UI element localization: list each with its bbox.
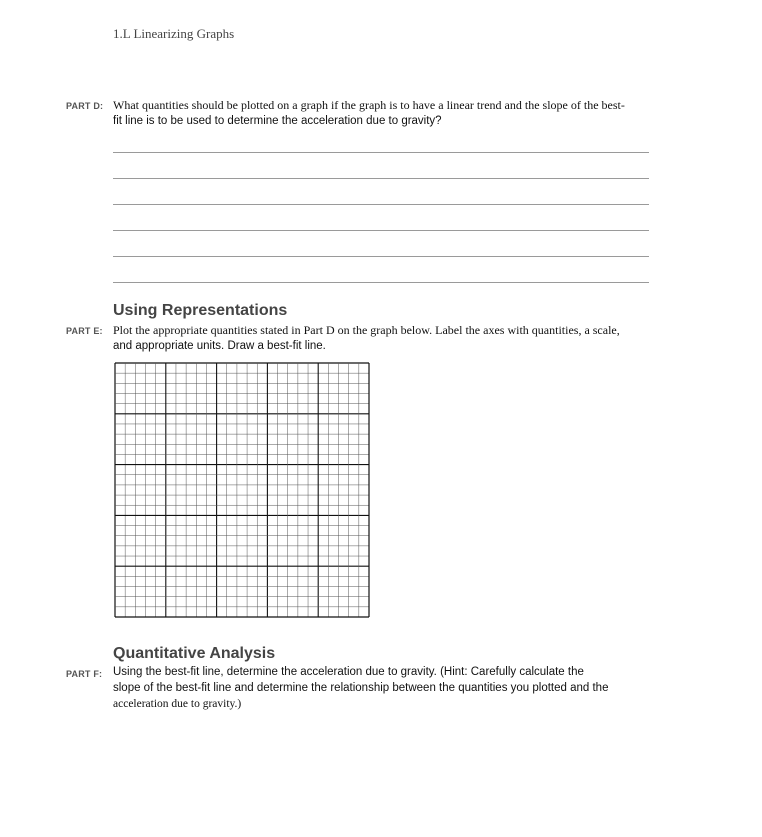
- section-heading-analysis: Quantitative Analysis: [113, 645, 276, 662]
- part-e-question: [113, 322, 643, 354]
- answer-line[interactable]: [113, 230, 649, 231]
- part-d-question-line1: What quantities should be plotted on a graph if the graph is to have a linear trend and the slope of the best-: [113, 98, 625, 112]
- part-e-label: PART E:: [66, 326, 103, 336]
- answer-line[interactable]: [113, 256, 649, 257]
- page-header: 1.L Linearizing Graphs: [113, 26, 235, 41]
- answer-line[interactable]: [113, 282, 649, 283]
- answer-line[interactable]: [113, 152, 649, 153]
- section-heading-representations: Using Representations: [113, 302, 288, 319]
- part-d-question-line2: fit line is to be used to determine the acceleration due to gravity?: [113, 115, 442, 127]
- part-f-question-line2: slope of the best-fit line and determine the relationship between the quantities you plotted and the: [113, 682, 609, 694]
- graph-paper-grid[interactable]: [114, 362, 370, 618]
- answer-line[interactable]: [113, 178, 649, 179]
- part-d-label: PART D:: [66, 101, 104, 111]
- part-d-question: [113, 97, 643, 129]
- part-f-question-line3: acceleration due to gravity.): [113, 698, 242, 710]
- part-f-question: [113, 664, 643, 712]
- part-e-question-line1: Plot the appropriate quantities stated in Part D on the graph below. Label the axes with quantities, a scale,: [113, 323, 620, 337]
- part-f-label: PART F:: [66, 669, 103, 679]
- answer-line[interactable]: [113, 204, 649, 205]
- part-e-question-line2: and appropriate units. Draw a best-fit line.: [113, 340, 326, 352]
- part-f-question-line1: Using the best-fit line, determine the acceleration due to gravity. (Hint: Carefully calculate the: [113, 666, 584, 678]
